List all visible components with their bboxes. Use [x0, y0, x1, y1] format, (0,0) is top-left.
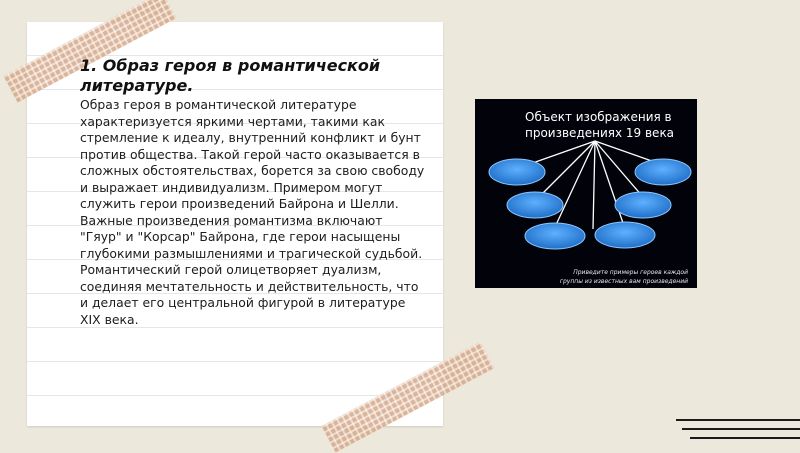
diagram-node-1 — [489, 159, 545, 185]
slide-diagram — [475, 99, 697, 288]
decorative-line-3 — [690, 437, 800, 439]
slide-caption-line2: группы из известных вам произведений — [559, 278, 688, 285]
diagram-node-5 — [615, 192, 671, 218]
body-paragraph: Образ героя в романтической литературе характеризуется яркими чертами, такими как стремление к идеалу, внутренний конфликт и бунт против общества. Такой герой часто оказывается в сложных обстоятельствах, борется за свою свободу и выражает индивидуализм. Примером могут служить герои произведений Байрона и Шелли. Важные произведения романтизма включают "Гяур" и "Корсар" Байрона, где герои насыщены глубокими размышлениями и трагической судьбой. Романтический герой олицетворяет дуализм, соединяя мечтательность и действительность, что и делает его центральной фигурой в литературе XIX века. — [80, 97, 425, 327]
diagram-node-6 — [635, 159, 691, 185]
slide-title-line1: Объект изображения в — [525, 110, 672, 124]
diagram-node-4 — [595, 222, 655, 248]
section-heading: 1. Образ героя в романтической литературе. — [80, 56, 381, 95]
slide-title-line2: произведениях 19 века — [525, 126, 675, 140]
slide-caption-line1: Приведите примеры героев каждой — [573, 269, 688, 276]
slide-image — [475, 99, 697, 288]
decorative-line-1 — [676, 419, 800, 421]
decorative-line-2 — [682, 428, 800, 430]
diagram-node-3 — [525, 223, 585, 249]
diagram-node-2 — [507, 192, 563, 218]
